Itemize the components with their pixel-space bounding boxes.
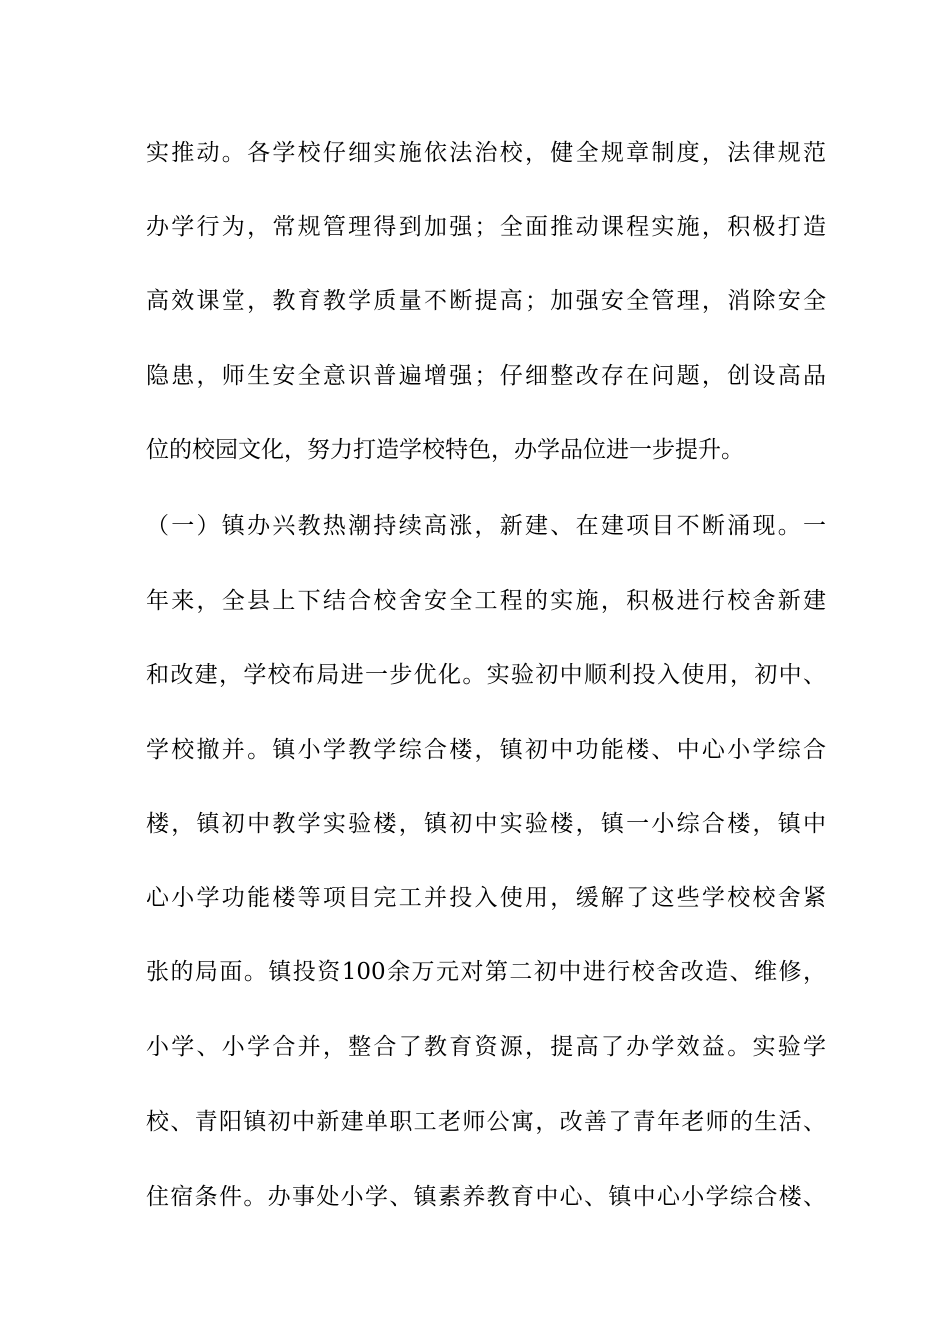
text-line: 和改建，学校布局进一步优化。实验初中顺利投入使用，初中、 (146, 662, 826, 688)
text-line: 隐患，师生安全意识普遍增强；仔细整改存在问题，创设高品 (146, 363, 826, 389)
text-line: 张的局面。镇投资100余万元对第二初中进行校舍改造、维修， (146, 959, 826, 985)
text-line: 实推动。各学校仔细实施依法治校，健全规章制度，法律规范 (146, 140, 826, 166)
text-line: 办学行为，常规管理得到加强；全面推动课程实施，积极打造 (146, 214, 826, 240)
text-line: 校、青阳镇初中新建单职工老师公寓，改善了青年老师的生活、 (146, 1109, 826, 1135)
text-line: 住宿条件。办事处小学、镇素养教育中心、镇中心小学综合楼、 (146, 1184, 826, 1210)
text-line: 高效课堂，教育教学质量不断提高；加强安全管理，消除安全 (146, 288, 826, 314)
text-line: 位的校园文化，努力打造学校特色，办学品位进一步提升。 (146, 437, 744, 463)
text-line: （一）镇办兴教热潮持续高涨，新建、在建项目不断涌现。一 (146, 513, 826, 539)
text-line: 小学、小学合并，整合了教育资源，提高了办学效益。实验学 (146, 1034, 826, 1060)
text-line: 心小学功能楼等项目完工并投入使用，缓解了这些学校校舍紧 (146, 885, 826, 911)
text-line: 楼，镇初中教学实验楼，镇初中实验楼，镇一小综合楼，镇中 (146, 811, 826, 837)
text-line: 学校撤并。镇小学教学综合楼，镇初中功能楼、中心小学综合 (146, 737, 826, 763)
text-line: 年来，全县上下结合校舍安全工程的实施，积极进行校舍新建 (146, 588, 826, 614)
